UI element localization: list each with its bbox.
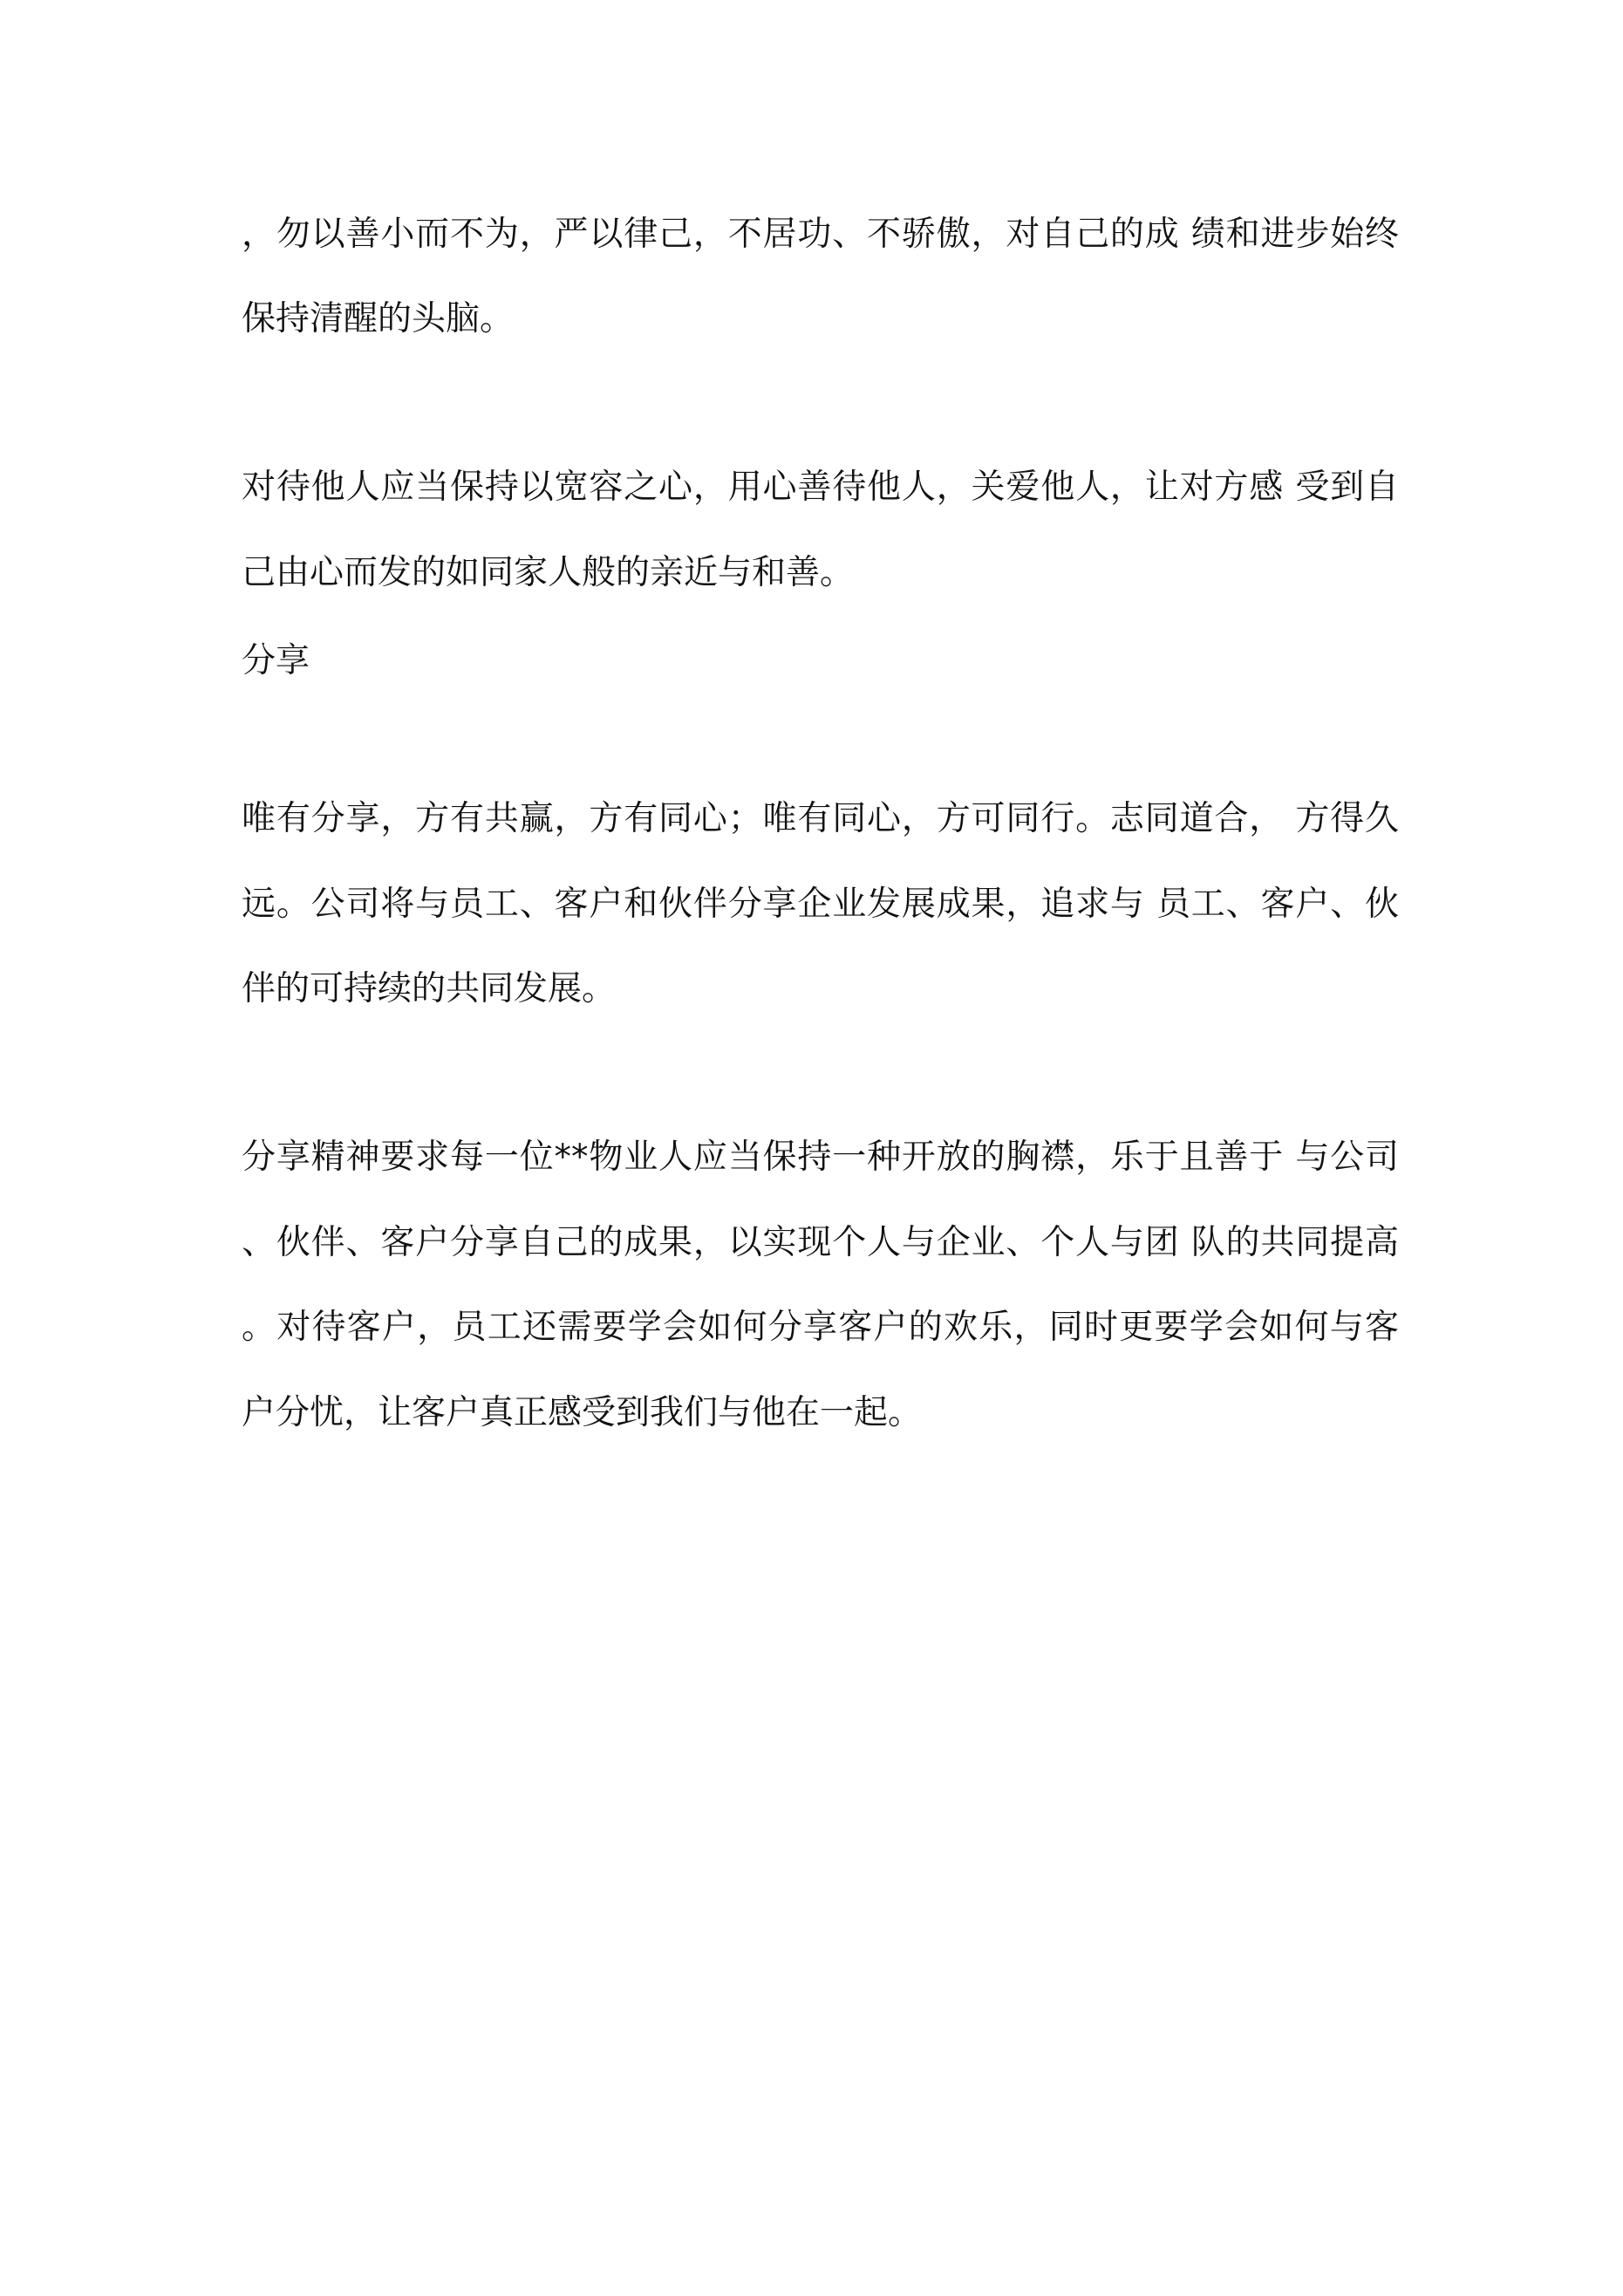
text-line: 对待他人应当保持以宽容之心，用心善待他人，关爱他人，让对方感 受到自 (242, 468, 1399, 507)
text-line: 唯有分享，方有共赢，方有同心；唯有同心，方可同行。志同道合， 方得久 (242, 799, 1399, 838)
text-line: 分享精神要求每一位**物业人应当保持一种开放的胸襟，乐于且善于 与公司 (242, 1138, 1399, 1177)
text-line: 。对待客户，员工还需要学会如何分享客户的欢乐，同时更要学会如何与客 (242, 1308, 1399, 1347)
text-line: 己由心而发的如同家人般的亲近与和善。 (242, 553, 855, 592)
text-line: 户分忧，让客户真正感受到我们与他在一起。 (242, 1393, 923, 1432)
section-heading: 分享 (242, 641, 310, 680)
text-line: 远。公司将与员工、客户和伙伴分享企业发展成果，追求与 员工、客户、伙 (242, 885, 1399, 924)
text-line: 伴的可持续的共同发展。 (242, 969, 617, 1008)
text-line: 、伙伴、客户分享自己的成果，以实现个人与企业、个人与团 队的共同提高 (242, 1223, 1399, 1262)
text-line: ，勿以善小而不为，严以律己，不居功、不骄傲，对自己的成 绩和进步始终 (242, 215, 1399, 254)
text-line: 保持清醒的头脑。 (242, 299, 515, 338)
